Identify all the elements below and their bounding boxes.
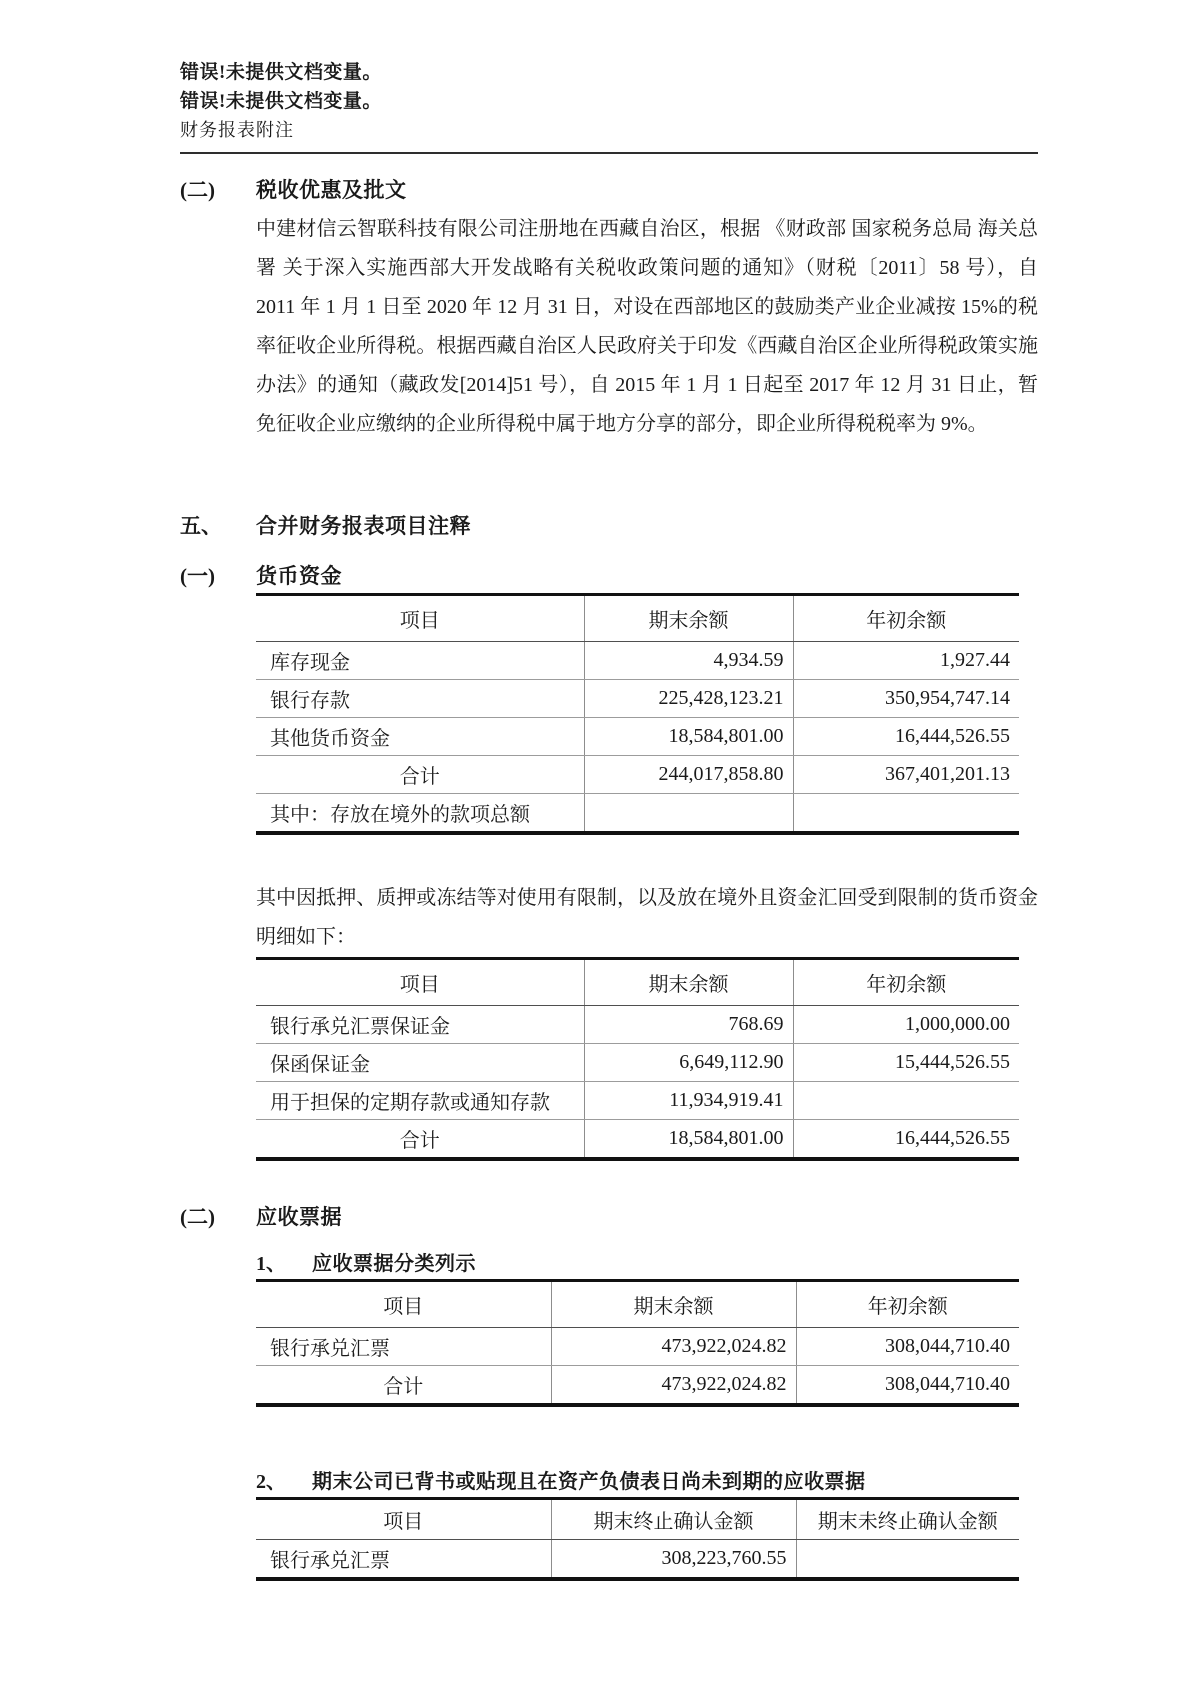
- section-receivable-heading: [180, 1201, 1038, 1231]
- ending-balance-cell: 473,922,024.82: [551, 1366, 796, 1406]
- section-five-heading: [180, 510, 1038, 540]
- column-header-not-derecognized-amount: 期末未终止确认金额: [796, 1499, 1019, 1540]
- restricted-funds-note: 其中因抵押、质押或冻结等对使用有限制，以及放在境外且资金汇回受到限制的货币资金明细如下：: [256, 887, 1038, 948]
- item-cell: 银行承兑汇票保证金: [256, 1006, 584, 1044]
- item-cell: 用于担保的定期存款或通知存款: [256, 1082, 584, 1120]
- table-row: [256, 1540, 1019, 1580]
- section-number: (二): [180, 178, 215, 202]
- beginning-balance-cell: 350,954,747.14: [793, 680, 1019, 718]
- ending-balance-cell: 11,934,919.41: [584, 1082, 793, 1120]
- table-row: [256, 718, 1019, 756]
- beginning-balance-cell: 15,444,526.55: [793, 1044, 1019, 1082]
- table-row: [256, 794, 1019, 834]
- table-row: [256, 1006, 1019, 1044]
- item-cell: 其中：存放在境外的款项总额: [270, 804, 530, 826]
- item-cell: 银行承兑汇票: [270, 1550, 390, 1572]
- table-row: [256, 1082, 1019, 1120]
- ending-balance-cell: 768.69: [584, 1006, 793, 1044]
- beginning-balance-cell: 16,444,526.55: [793, 1120, 1019, 1160]
- ending-balance-cell: 244,017,858.80: [584, 756, 793, 794]
- section-title: 应收票据: [256, 1205, 342, 1229]
- subsection-number: 2、: [256, 1471, 286, 1493]
- section-number: (二): [180, 1205, 215, 1229]
- table-total-row: [256, 756, 1019, 794]
- beginning-balance-cell: [793, 794, 1019, 834]
- item-cell: 银行存款: [256, 680, 584, 718]
- section-number: 五、: [180, 514, 222, 538]
- table-header-row: [256, 1281, 1019, 1328]
- section-title: 税收优惠及批文: [256, 178, 407, 202]
- column-header-derecognized-amount: 期末终止确认金额: [551, 1499, 796, 1540]
- beginning-balance-cell: 1,927.44: [793, 642, 1019, 680]
- table-total-row: [256, 1366, 1019, 1406]
- section-number: (一): [180, 564, 215, 588]
- subsection-2-heading: [256, 1465, 1038, 1494]
- table-row: [256, 1044, 1019, 1082]
- ending-balance-cell: 225,428,123.21: [584, 680, 793, 718]
- table-row: [256, 680, 1019, 718]
- ending-balance-cell: 6,649,112.90: [584, 1044, 793, 1082]
- header-subtitle: 财务报表附注: [180, 120, 294, 140]
- document-header: [180, 58, 1038, 154]
- monetary-funds-table: [256, 593, 1019, 835]
- header-rule: [180, 152, 1038, 154]
- table-total-row: [256, 1120, 1019, 1160]
- table-header-row: [256, 959, 1019, 1006]
- restricted-funds-table: [256, 957, 1019, 1161]
- column-header-beginning-balance: 年初余额: [793, 595, 1019, 642]
- column-header-item: 项目: [256, 595, 584, 642]
- section-title: 合并财务报表项目注释: [256, 514, 471, 538]
- section-tax-heading: [180, 174, 1038, 204]
- column-header-beginning-balance: 年初余额: [793, 959, 1019, 1006]
- derecognized-amount-cell: 308,223,760.55: [551, 1540, 796, 1580]
- section-monetary-heading: [180, 560, 1038, 590]
- ending-balance-cell: 18,584,801.00: [584, 1120, 793, 1160]
- item-cell: 库存现金: [256, 642, 584, 680]
- ending-balance-cell: 4,934.59: [584, 642, 793, 680]
- subsection-title: 应收票据分类列示: [312, 1253, 476, 1275]
- column-header-ending-balance: 期末余额: [551, 1281, 796, 1328]
- column-header-beginning-balance: 年初余额: [796, 1281, 1019, 1328]
- table-header-row: [256, 595, 1019, 642]
- subsection-title: 期末公司已背书或贴现且在资产负债表日尚未到期的应收票据: [312, 1471, 866, 1493]
- subsection-number: 1、: [256, 1253, 286, 1275]
- column-header-item: 项目: [256, 959, 584, 1006]
- ending-balance-cell: 18,584,801.00: [584, 718, 793, 756]
- total-label-cell: 合计: [383, 1376, 424, 1398]
- beginning-balance-cell: [793, 1082, 1019, 1120]
- beginning-balance-cell: 367,401,201.13: [793, 756, 1019, 794]
- header-error-line-1: 错误!未提供文档变量。: [180, 62, 382, 83]
- section-title: 货币资金: [256, 564, 342, 588]
- column-header-ending-balance: 期末余额: [584, 595, 793, 642]
- ending-balance-cell: [584, 794, 793, 834]
- beginning-balance-cell: 16,444,526.55: [793, 718, 1019, 756]
- endorsed-notes-table: [256, 1497, 1019, 1581]
- ending-balance-cell: 473,922,024.82: [551, 1328, 796, 1366]
- column-header-ending-balance: 期末余额: [584, 959, 793, 1006]
- subsection-1-heading: [256, 1247, 1038, 1276]
- beginning-balance-cell: 308,044,710.40: [796, 1328, 1019, 1366]
- notes-receivable-table: [256, 1279, 1019, 1407]
- header-error-line-2: 错误!未提供文档变量。: [180, 91, 382, 112]
- column-header-item: 项目: [256, 1499, 551, 1540]
- table-row: [256, 642, 1019, 680]
- total-label-cell: 合计: [399, 1130, 440, 1152]
- not-derecognized-amount-cell: [796, 1540, 1019, 1580]
- table-header-row: [256, 1499, 1019, 1540]
- total-label-cell: 合计: [256, 756, 584, 794]
- item-cell: 其他货币资金: [256, 718, 584, 756]
- column-header-item: 项目: [256, 1281, 551, 1328]
- item-cell: 保函保证金: [256, 1044, 584, 1082]
- beginning-balance-cell: 1,000,000.00: [793, 1006, 1019, 1044]
- tax-policy-paragraph: 中建材信云智联科技有限公司注册地在西藏自治区，根据 《财政部 国家税务总局 海关总署 关于深入实施西部大开发战略有关税收政策问题的通知》（财税〔2011〕58 号），自 2011 年 1 月 1 日至 2020 年 12 月 31 日，对设在西部地区的鼓励类产业企业减按 15%的税率征收企业所得税。根据西藏自治区人民政府关于印发《西藏自治区企业所得税政策实施办法》的通知（藏政发[2014]51 号），自 2015 年 1 月 1 日起至 2017 年 12 月 31 日止，暂免征收企业应缴纳的企业所得税中属于地方分享的部分，即企业所得税税率为 9%。: [256, 218, 1038, 435]
- beginning-balance-cell: 308,044,710.40: [796, 1366, 1019, 1406]
- item-cell: 银行承兑汇票: [256, 1328, 551, 1366]
- table-row: [256, 1328, 1019, 1366]
